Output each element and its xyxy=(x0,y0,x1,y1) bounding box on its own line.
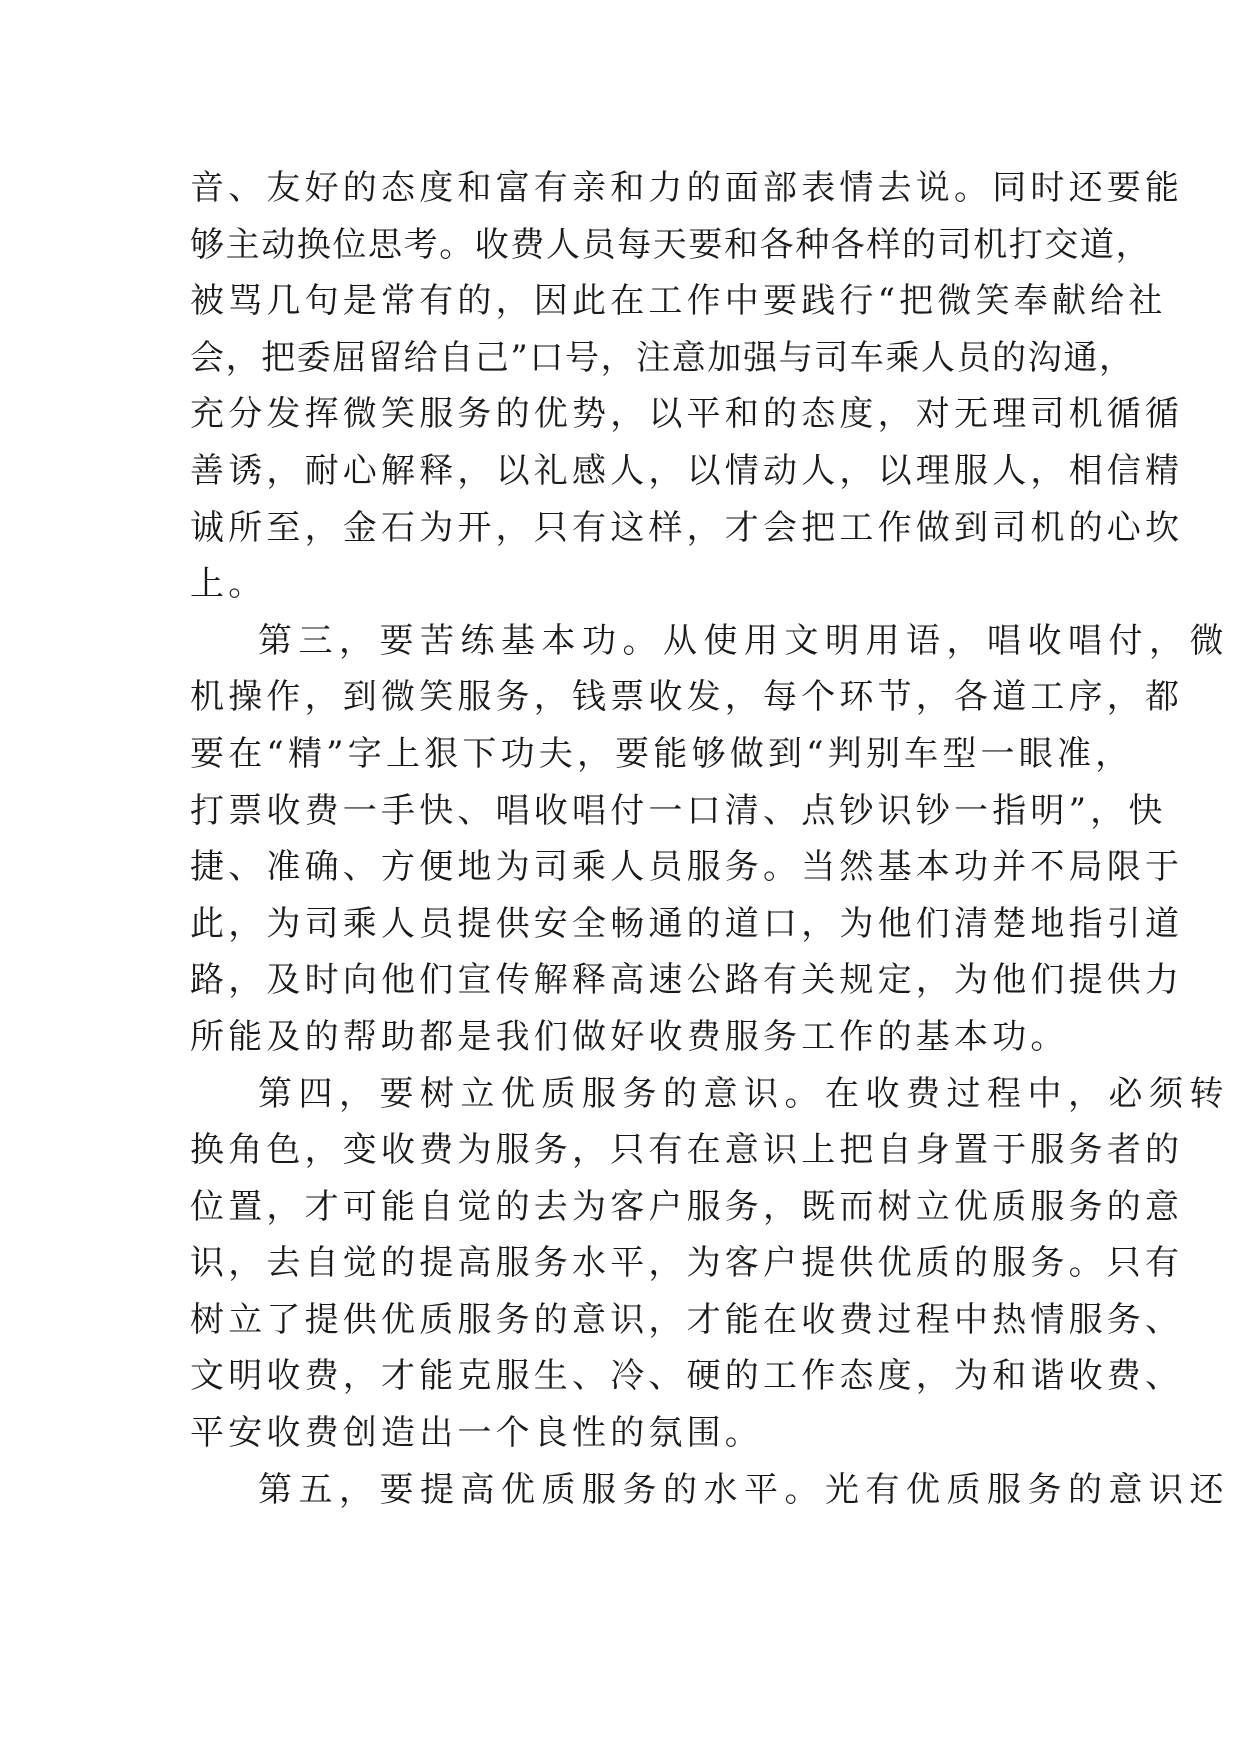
text-line: 树立了提供优质服务的意识，才能在收费过程中热情服务、 xyxy=(190,1299,1184,1340)
paragraph-start-line: 第四，要树立优质服务的意识。在收费过程中，必须转 xyxy=(258,1073,1230,1114)
text-line: 机操作，到微笑服务，钱票收发，每个环节，各道工序，都 xyxy=(190,677,1184,718)
body-text xyxy=(190,160,1230,1518)
paragraph-start-line: 第五，要提高优质服务的水平。光有优质服务的意识还 xyxy=(258,1469,1230,1510)
text-line: 诚所至，金石为开，只有这样，才会把工作做到司机的心坎 xyxy=(190,507,1184,548)
text-line: 打票收费一手快、唱收唱付一口清、点钞识钞一指明”，快 xyxy=(190,790,1167,831)
text-line: 善诱，耐心解释，以礼感人，以情动人，以理服人，相信精 xyxy=(190,450,1184,491)
text-line: 会，把委屈留给自己”口号，注意加强与司车乘人员的沟通， xyxy=(190,337,1135,378)
text-line: 位置，才可能自觉的去为客户服务，既而树立优质服务的意 xyxy=(190,1186,1184,1227)
paragraph-start-line: 第三，要苦练基本功。从使用文明用语，唱收唱付，微 xyxy=(258,620,1230,661)
text-line: 捷、准确、方便地为司乘人员服务。当然基本功并不局限于 xyxy=(190,847,1184,888)
text-line: 平安收费创造出一个良性的氛围。 xyxy=(190,1413,763,1454)
text-line: 换角色，变收费为服务，只有在意识上把自身置于服务者的 xyxy=(190,1130,1184,1171)
text-line: 所能及的帮助都是我们做好收费服务工作的基本功。 xyxy=(190,1016,1069,1057)
text-line: 音、友好的态度和富有亲和力的面部表情去说。同时还要能 xyxy=(190,168,1184,208)
text-line: 文明收费，才能克服生、冷、硬的工作态度，为和谐收费、 xyxy=(190,1356,1184,1397)
text-line: 充分发挥微笑服务的优势，以平和的态度，对无理司机循循 xyxy=(190,394,1184,435)
text-line: 要在“精”字上狠下功夫，要能够做到“判别车型一眼准， xyxy=(190,733,1134,774)
text-line: 识，去自觉的提高服务水平，为客户提供优质的服务。只有 xyxy=(190,1243,1184,1284)
text-line: 路，及时向他们宣传解释高速公路有关规定，为他们提供力 xyxy=(190,960,1184,1001)
text-line: 上。 xyxy=(190,564,267,605)
text-line: 此，为司乘人员提供安全畅通的道口，为他们清楚地指引道 xyxy=(190,903,1184,944)
text-line: 被骂几句是常有的，因此在工作中要践行“把微笑奉献给社 xyxy=(190,281,1167,322)
text-line: 够主动换位思考。收费人员每天要和各种各样的司机打交道， xyxy=(190,224,1152,265)
